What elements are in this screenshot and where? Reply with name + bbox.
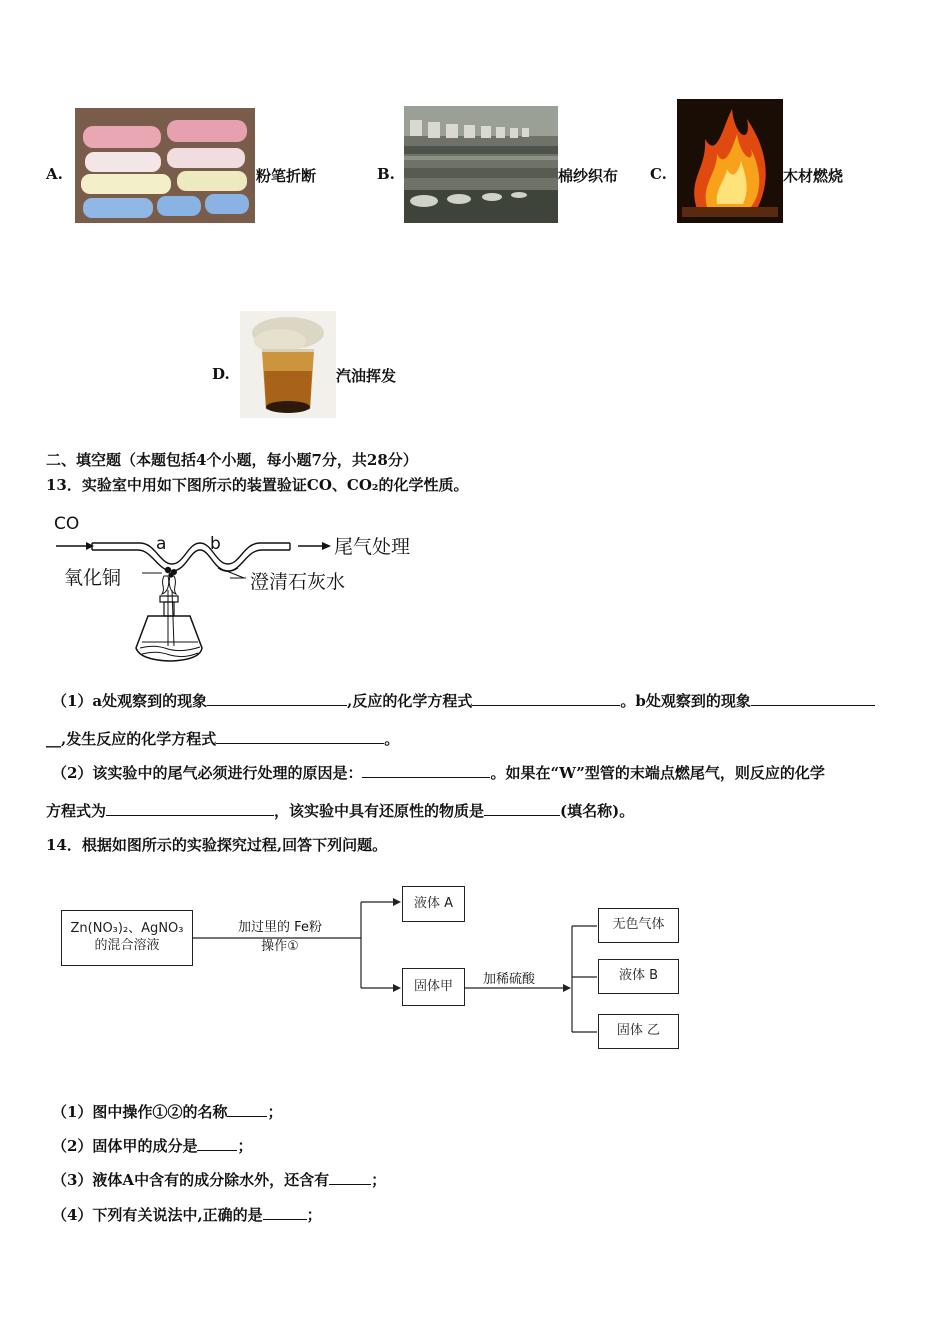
q13-tail-gas-label: 尾气处理 (334, 536, 411, 558)
q14-s4-b: ； (306, 1206, 322, 1224)
q13-p1-e: 。 (384, 730, 400, 748)
q13-blank-b-phenomenon[interactable] (751, 691, 875, 706)
q13-p1-c: 。b处观察到的现象 (620, 692, 751, 710)
option-d-letter: D. (212, 365, 230, 383)
q13-part1-line1 (52, 690, 875, 711)
q13-p1-a: （1）a处观察到的现象 (52, 692, 208, 710)
q13-blank-tail-reason[interactable] (362, 763, 490, 778)
flow-start-line2: 的混合溶液 (94, 938, 160, 953)
q13-p2-b: 。如果在“W”型管的末端点燃尾气，则反应的化学 (490, 764, 825, 782)
q13-b-label: b (210, 534, 221, 554)
q13-blank-reducing-agent[interactable] (484, 801, 560, 816)
q13-blank-a-phenomenon[interactable] (207, 691, 347, 706)
flow-step1-line2: 操作① (261, 939, 299, 954)
section-heading: 二、填空题（本题包括4个小题，每小题7分，共28分） (46, 451, 418, 469)
q13-cuo-label: 氧化铜 (64, 567, 122, 589)
q13-p2-d: ，该实验中具有还原性的物质是 (274, 802, 485, 820)
option-b-label: 棉纱织布 (558, 167, 619, 185)
flow-step1-label (225, 916, 335, 954)
q13-part2-line2 (46, 800, 634, 821)
flow-start-line1: Zn(NO₃)₂、AgNO₃ (70, 921, 184, 937)
q14-sub4 (52, 1204, 322, 1225)
q13-a-label: a (156, 534, 167, 554)
flow-step1-line1: 加过里的 Fe粉 (238, 920, 322, 935)
option-a-letter: A. (46, 165, 63, 183)
q14-blank-correct-statement[interactable] (263, 1205, 307, 1220)
q13-p2-e: (填名称)。 (560, 802, 635, 820)
q13-p2-a: （2）该实验中的尾气必须进行处理的原因是： (52, 764, 363, 782)
q14-sub2 (52, 1135, 252, 1156)
q14-sub1 (52, 1101, 282, 1122)
q14-sub3 (52, 1169, 386, 1190)
spinning-mill-photo-icon (404, 106, 558, 223)
q14-s1-a: （1）图中操作①②的名称 (52, 1103, 228, 1121)
q13-blank-combustion-equation[interactable] (106, 801, 274, 816)
q14-stem: 14．根据如图所示的实验探究过程,回答下列问题。 (46, 836, 388, 854)
q13-limewater-label: 澄清石灰水 (250, 571, 346, 593)
q13-apparatus-diagram (50, 512, 450, 672)
q13-p2-c: 方程式为 (46, 802, 107, 820)
beaker-vapor-photo-icon (240, 311, 336, 418)
option-a-label: 粉笔折断 (256, 167, 317, 185)
q14-blank-operation-name[interactable] (227, 1102, 267, 1117)
q13-blank-b-equation[interactable] (216, 729, 384, 744)
chalk-photo-icon (75, 108, 255, 223)
flow-liquid-b-box: 液体 B (598, 959, 679, 994)
q13-co-label: CO (54, 514, 80, 534)
option-c-letter: C. (650, 165, 667, 183)
q14-s2-b: ； (237, 1137, 253, 1155)
q13-part2-line1 (52, 762, 825, 783)
flow-gas-box: 无色气体 (598, 908, 679, 943)
q14-s3-a: （3）液体A中含有的成分除水外，还含有 (52, 1171, 330, 1189)
wood-fire-photo-icon (677, 99, 783, 223)
q14-s3-b: ； (371, 1171, 387, 1189)
q14-s2-a: （2）固体甲的成分是 (52, 1137, 198, 1155)
flow-step2-label: 加稀硫酸 (483, 972, 536, 987)
q14-s4-a: （4）下列有关说法中,正确的是 (52, 1206, 263, 1224)
flow-start-box (61, 910, 193, 966)
q14-flowchart (55, 880, 695, 1055)
option-c-label: 木材燃烧 (783, 167, 844, 185)
q14-blank-solid-jia[interactable] (197, 1136, 237, 1151)
option-b-letter: B. (377, 165, 395, 183)
q13-p1-d: __,发生反应的化学方程式 (46, 730, 217, 748)
q13-blank-a-equation[interactable] (472, 691, 620, 706)
q14-blank-liquid-a[interactable] (329, 1170, 371, 1185)
q13-stem: 13．实验室中用如下图所示的装置验证CO、CO₂的化学性质。 (46, 476, 469, 494)
q14-s1-b: ； (267, 1103, 283, 1121)
flow-solid-yi-box: 固体 乙 (598, 1014, 679, 1049)
option-d-label: 汽油挥发 (336, 367, 397, 385)
q13-part1-line2 (46, 728, 399, 749)
flow-solid-jia-box: 固体甲 (402, 968, 465, 1006)
q13-p1-b: ,反应的化学方程式 (347, 692, 473, 710)
flow-liquid-a-box: 液体 A (402, 886, 465, 922)
